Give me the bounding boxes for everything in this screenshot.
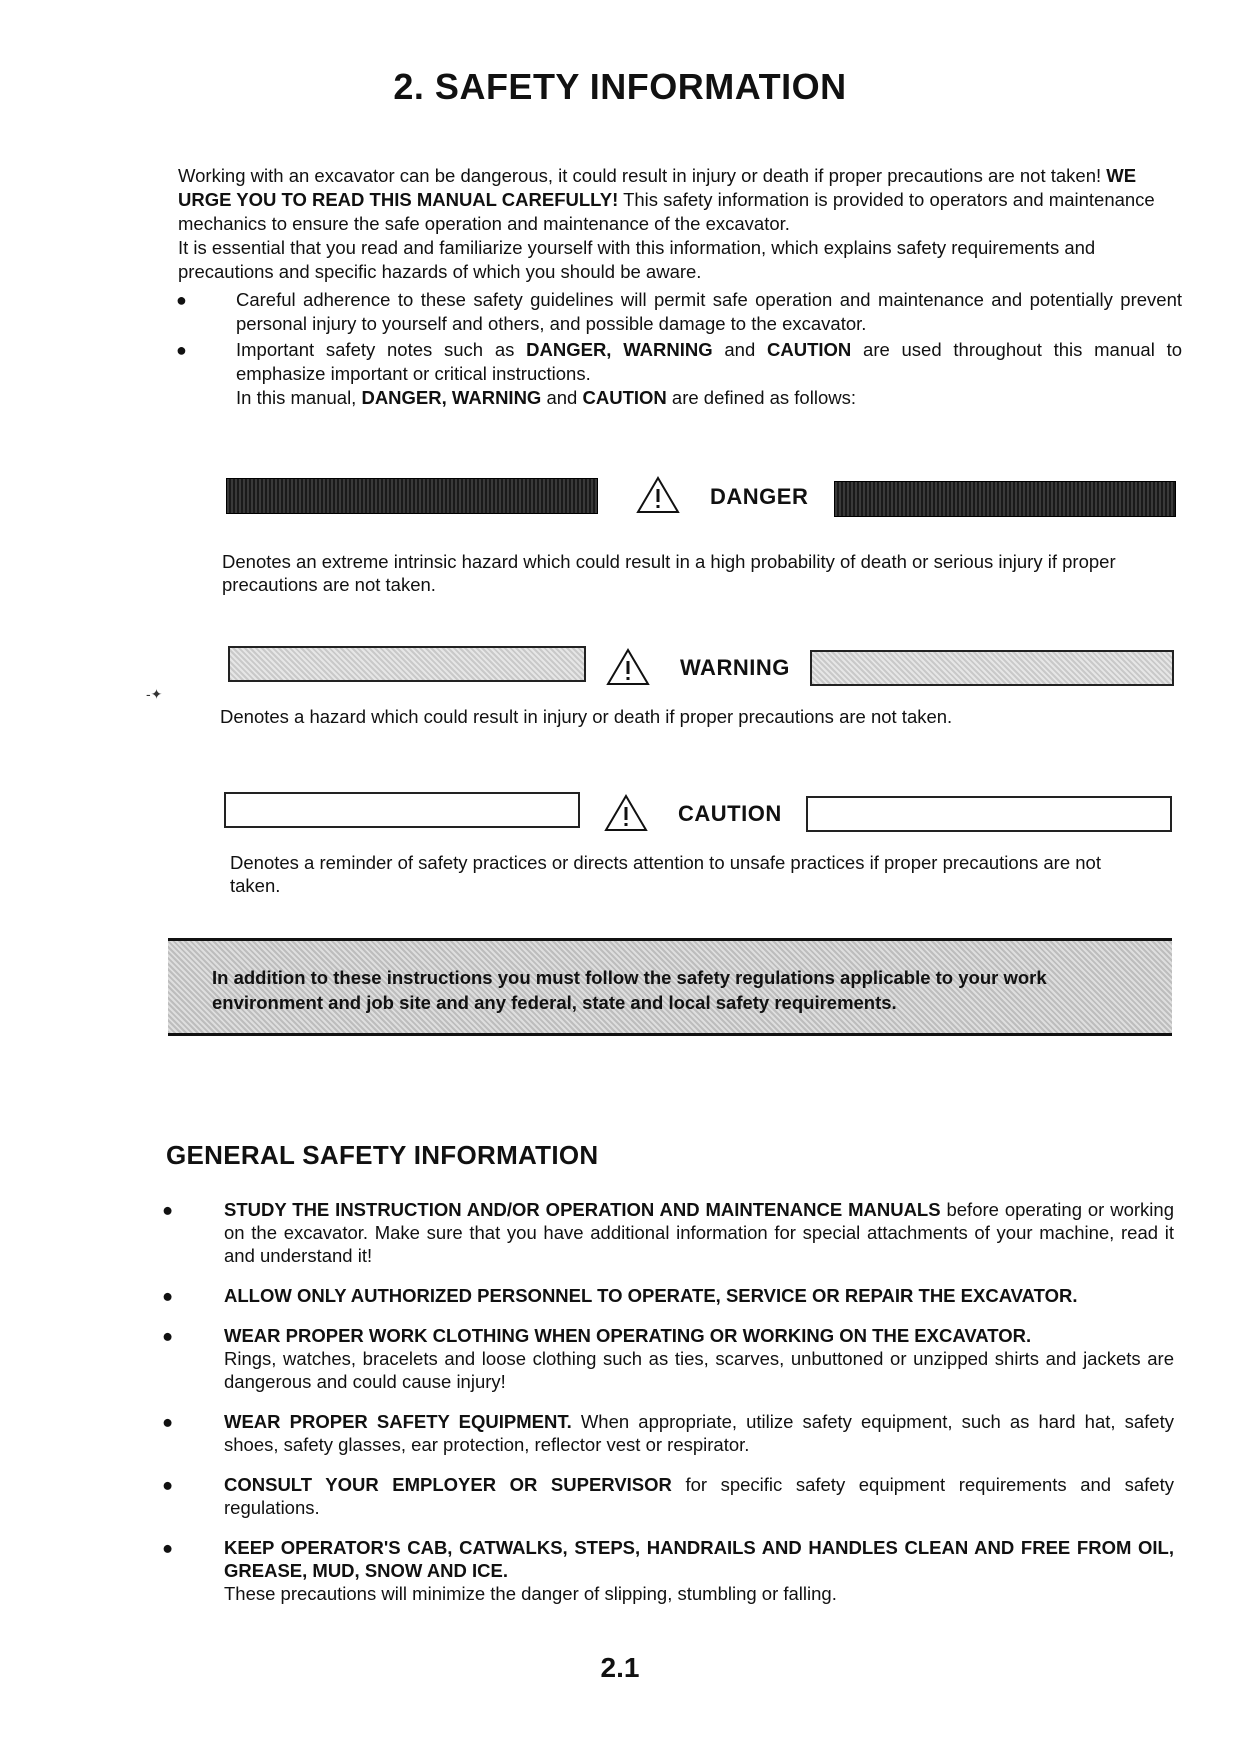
bullet-dot-icon: ● — [176, 340, 187, 360]
intro-text-2: It is essential that you read and familiarize yourself with this information, which explains safety requirements and precautions and specific hazards of which you should be aware. — [178, 237, 1096, 282]
item-heading: WEAR PROPER SAFETY EQUIPMENT. — [224, 1411, 572, 1432]
intro-emphasis: WE URGE YOU TO READ THIS MANUAL CAREFULLY! — [178, 165, 1137, 210]
item-text: These precautions will minimize the danger of slipping, stumbling or falling. — [224, 1583, 837, 1604]
bullet-dot-icon: ● — [162, 1199, 174, 1220]
caution-bar-right — [806, 796, 1172, 832]
page-title: 2. SAFETY INFORMATION — [393, 66, 847, 107]
danger-bar-right — [834, 481, 1176, 517]
bullet-emphasis: DANGER, WARNING — [526, 339, 713, 360]
section-heading: GENERAL SAFETY INFORMATION — [166, 1140, 599, 1170]
list-item — [160, 1536, 1174, 1605]
notice-text: In addition to these instructions you must follow the safety regulations applicable to your work environment and job site and any federal, state and local safety requirements. — [212, 967, 1047, 1013]
bullet-text: and — [541, 387, 583, 408]
bullet-dot-icon: ● — [162, 1325, 174, 1346]
list-item — [160, 1324, 1174, 1393]
list-item — [172, 338, 1182, 386]
item-heading: STUDY THE INSTRUCTION AND/OR OPERATION AND MAINTENANCE MANUALS — [224, 1199, 941, 1220]
warning-description: Denotes a hazard which could result in injury or death if proper precautions are not taken. — [220, 706, 953, 727]
list-item — [160, 1410, 1174, 1456]
bullet-text: Important safety notes such as — [236, 339, 527, 360]
caution-label: CAUTION — [678, 801, 782, 826]
bullet-emphasis: DANGER, WARNING — [361, 387, 542, 408]
bullet-dot-icon: ● — [162, 1537, 174, 1558]
notice-box — [168, 938, 1172, 1036]
list-item — [160, 1284, 1174, 1307]
danger-description: Denotes an extreme intrinsic hazard which could result in a high probability of death or serious injury if proper precautions are not taken. — [222, 551, 1116, 595]
item-heading: KEEP OPERATOR'S CAB, CATWALKS, STEPS, HANDRAILS AND HANDLES CLEAN AND FREE FROM OIL, GREASE, MUD, SNOW AND ICE. — [224, 1537, 1174, 1581]
warning-label: WARNING — [680, 655, 790, 680]
intro-text: This safety information is provided to operators and maintenance mechanics to ensure the safe operation and maintenance of the excavator. — [178, 189, 1155, 234]
bullet-dot-icon: ● — [162, 1474, 174, 1495]
pen-mark: -✦ — [146, 686, 163, 702]
bullet-text: are used throughout this manual to emphasize important or critical instructions. — [236, 339, 1182, 384]
item-heading: CONSULT YOUR EMPLOYER OR SUPERVISOR — [224, 1474, 672, 1495]
bullet-dot-icon: ● — [162, 1285, 174, 1306]
bullet-dot-icon: ● — [162, 1411, 174, 1432]
caution-description: Denotes a reminder of safety practices or directs attention to unsafe practices if proper precautions are not taken. — [230, 852, 1101, 896]
bullet-emphasis: CAUTION — [582, 387, 667, 408]
caution-bar-left — [224, 792, 580, 828]
intro-paragraph — [178, 164, 1178, 284]
list-item — [172, 288, 1182, 336]
bullet-text: In this manual, — [236, 387, 362, 408]
page-number: 2.1 — [600, 1652, 640, 1683]
list-item — [160, 1473, 1174, 1519]
item-heading: ALLOW ONLY AUTHORIZED PERSONNEL TO OPERATE, SERVICE OR REPAIR THE EXCAVATOR. — [224, 1285, 1078, 1306]
warning-triangle-icon — [604, 794, 648, 832]
bullet-emphasis: CAUTION — [767, 339, 852, 360]
list-item — [160, 1198, 1174, 1267]
item-text: for specific safety equipment requirements and safety regulations. — [224, 1474, 1174, 1518]
general-safety-list — [160, 1198, 1174, 1622]
warning-bar-left — [228, 646, 586, 682]
warning-triangle-icon — [606, 648, 650, 686]
item-text: before operating or working on the excavator. Make sure that you have additional information for special attachments of your machine, read it and understand it! — [224, 1199, 1174, 1266]
bullet-dot-icon: ● — [176, 290, 187, 310]
item-text: Rings, watches, bracelets and loose clothing such as ties, scarves, unbuttoned or unzipped shirts and jackets are dangerous and could cause injury! — [224, 1348, 1174, 1392]
danger-label: DANGER — [710, 484, 809, 509]
warning-triangle-icon — [636, 476, 680, 514]
intro-text: Working with an excavator can be dangerous, it could result in injury or death if proper precautions are not taken! — [178, 165, 1107, 186]
intro-bullets — [172, 288, 1182, 410]
bullet-text: and — [712, 339, 767, 360]
item-heading: WEAR PROPER WORK CLOTHING WHEN OPERATING OR WORKING ON THE EXCAVATOR. — [224, 1325, 1032, 1346]
bullet-text: are defined as follows: — [666, 387, 856, 408]
list-item — [172, 386, 1182, 410]
warning-bar-right — [810, 650, 1174, 686]
danger-bar-left — [226, 478, 598, 514]
item-text: When appropriate, utilize safety equipment, such as hard hat, safety shoes, safety glasses, ear protection, reflector vest or respirator. — [224, 1411, 1174, 1455]
bullet-text: Careful adherence to these safety guidelines will permit safe operation and maintenance and potentially prevent personal injury to yourself and others, and possible damage to the excavator. — [236, 289, 1182, 334]
